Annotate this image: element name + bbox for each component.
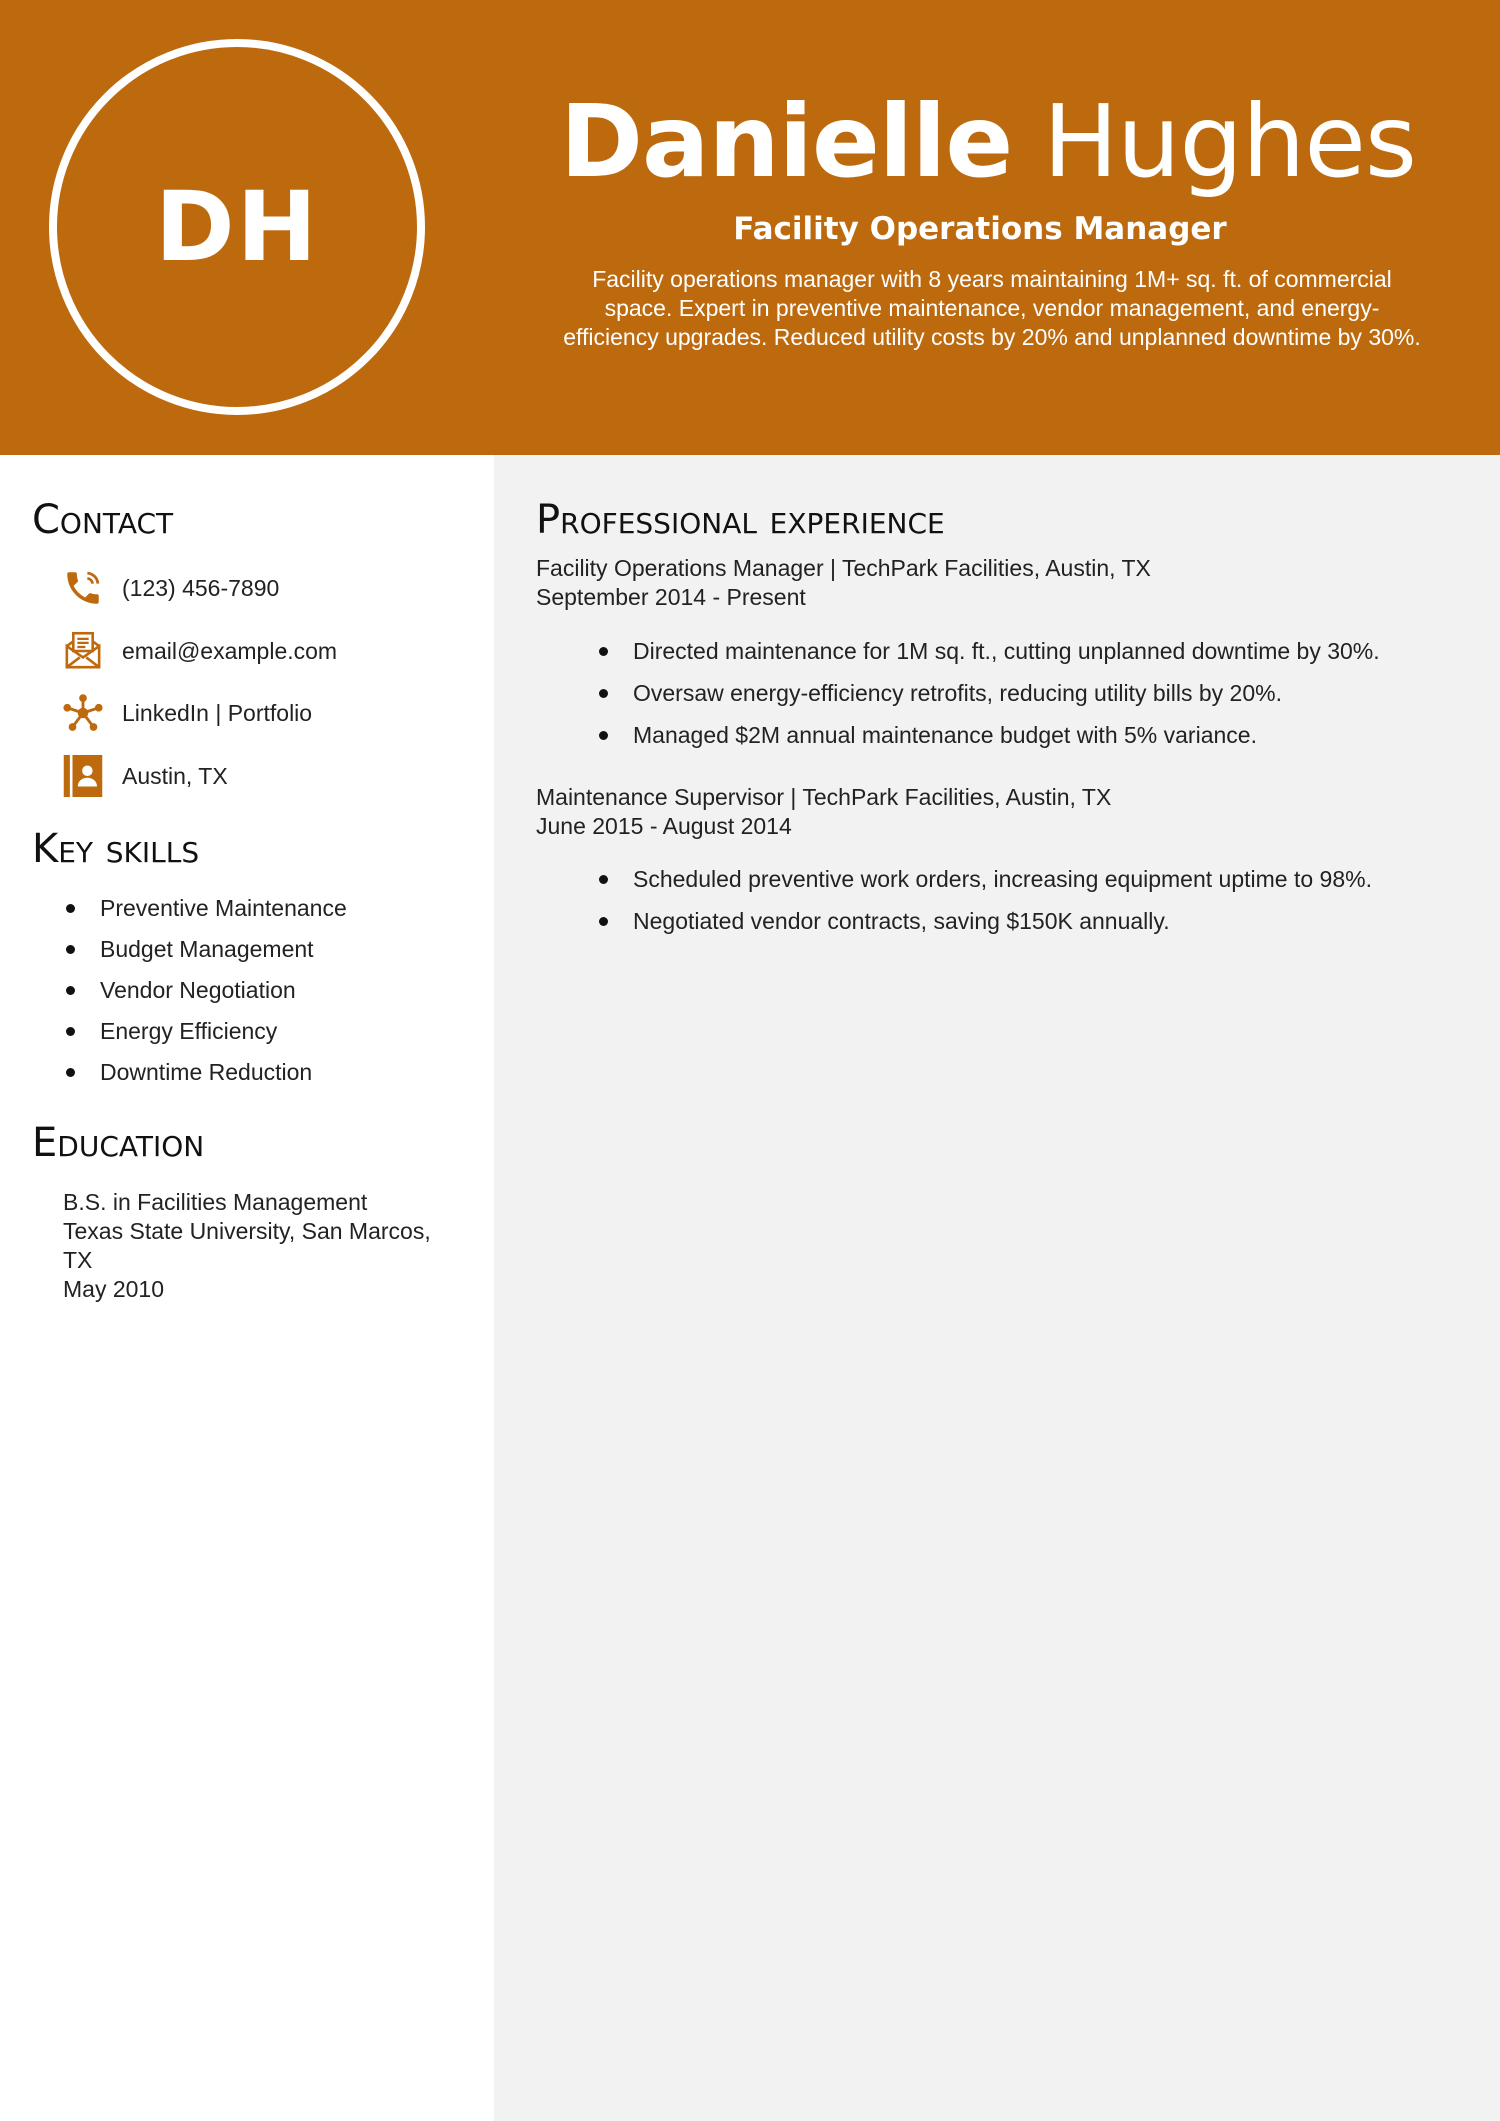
job-bullet: Directed maintenance for 1M sq. ft., cutting unplanned downtime by 30%.: [596, 630, 1380, 672]
graduation-date: May 2010: [63, 1276, 165, 1302]
phone-text: (123) 456-7890: [122, 574, 280, 601]
monogram-circle: [49, 39, 425, 415]
skill-item: Energy Efficiency: [63, 1011, 347, 1052]
skills-list: [63, 888, 347, 1093]
contact-email: [60, 626, 337, 676]
job-bullet: Managed $2M annual maintenance budget with 5% variance.: [596, 714, 1380, 756]
skill-item: Vendor Negotiation: [63, 970, 347, 1011]
mail-icon: [60, 628, 106, 674]
job-title-line: Facility Operations Manager | TechPark Facilities, Austin, TX: [536, 555, 1151, 581]
header-banner: [0, 0, 1500, 455]
education-heading: Education: [32, 1120, 205, 1166]
last-name: Hughes: [1042, 83, 1417, 200]
experience-heading: Professional experience: [536, 497, 945, 543]
skill-item: Budget Management: [63, 929, 347, 970]
initials: DH: [154, 171, 320, 283]
job-bullets: [596, 630, 1380, 756]
profile-summary: Facility operations manager with 8 years maintaining 1M+ sq. ft. of commercial space. Expert in preventive maintenance, vendor management, and energy-efficiency upgrades. Reduced utility costs by 20% and unplanned downtime by 30%.: [563, 266, 1421, 350]
location-text: Austin, TX: [122, 762, 228, 789]
job-bullets: [596, 858, 1372, 942]
contact-location: [60, 751, 228, 801]
contact-card-icon: [60, 753, 106, 799]
job-title-line: Maintenance Supervisor | TechPark Facilities, Austin, TX: [536, 784, 1112, 810]
candidate-name: [560, 82, 1417, 202]
skills-heading: Key skills: [32, 826, 200, 872]
job-bullet: Negotiated vendor contracts, saving $150K annually.: [596, 900, 1372, 942]
phone-icon: [60, 565, 106, 611]
skill-item: Preventive Maintenance: [63, 888, 347, 929]
contact-heading: Contact: [32, 497, 174, 543]
links-text: LinkedIn | Portfolio: [122, 699, 313, 726]
skill-item: Downtime Reduction: [63, 1052, 347, 1093]
job-bullet: Oversaw energy-efficiency retrofits, reducing utility bills by 20%.: [596, 672, 1380, 714]
job-title: Facility Operations Manager: [733, 211, 1227, 247]
job-dates: June 2015 - August 2014: [536, 813, 792, 839]
job-dates: September 2014 - Present: [536, 584, 806, 610]
network-icon: [60, 690, 106, 736]
education-entry: [63, 1188, 453, 1304]
email-text: email@example.com: [122, 637, 338, 664]
first-name: Danielle: [560, 83, 1013, 200]
school: Texas State University, San Marcos, TX: [63, 1218, 431, 1273]
contact-phone: [60, 563, 279, 613]
degree: B.S. in Facilities Management: [63, 1189, 368, 1215]
job-bullet: Scheduled preventive work orders, increasing equipment uptime to 98%.: [596, 858, 1372, 900]
contact-links: [60, 688, 312, 738]
